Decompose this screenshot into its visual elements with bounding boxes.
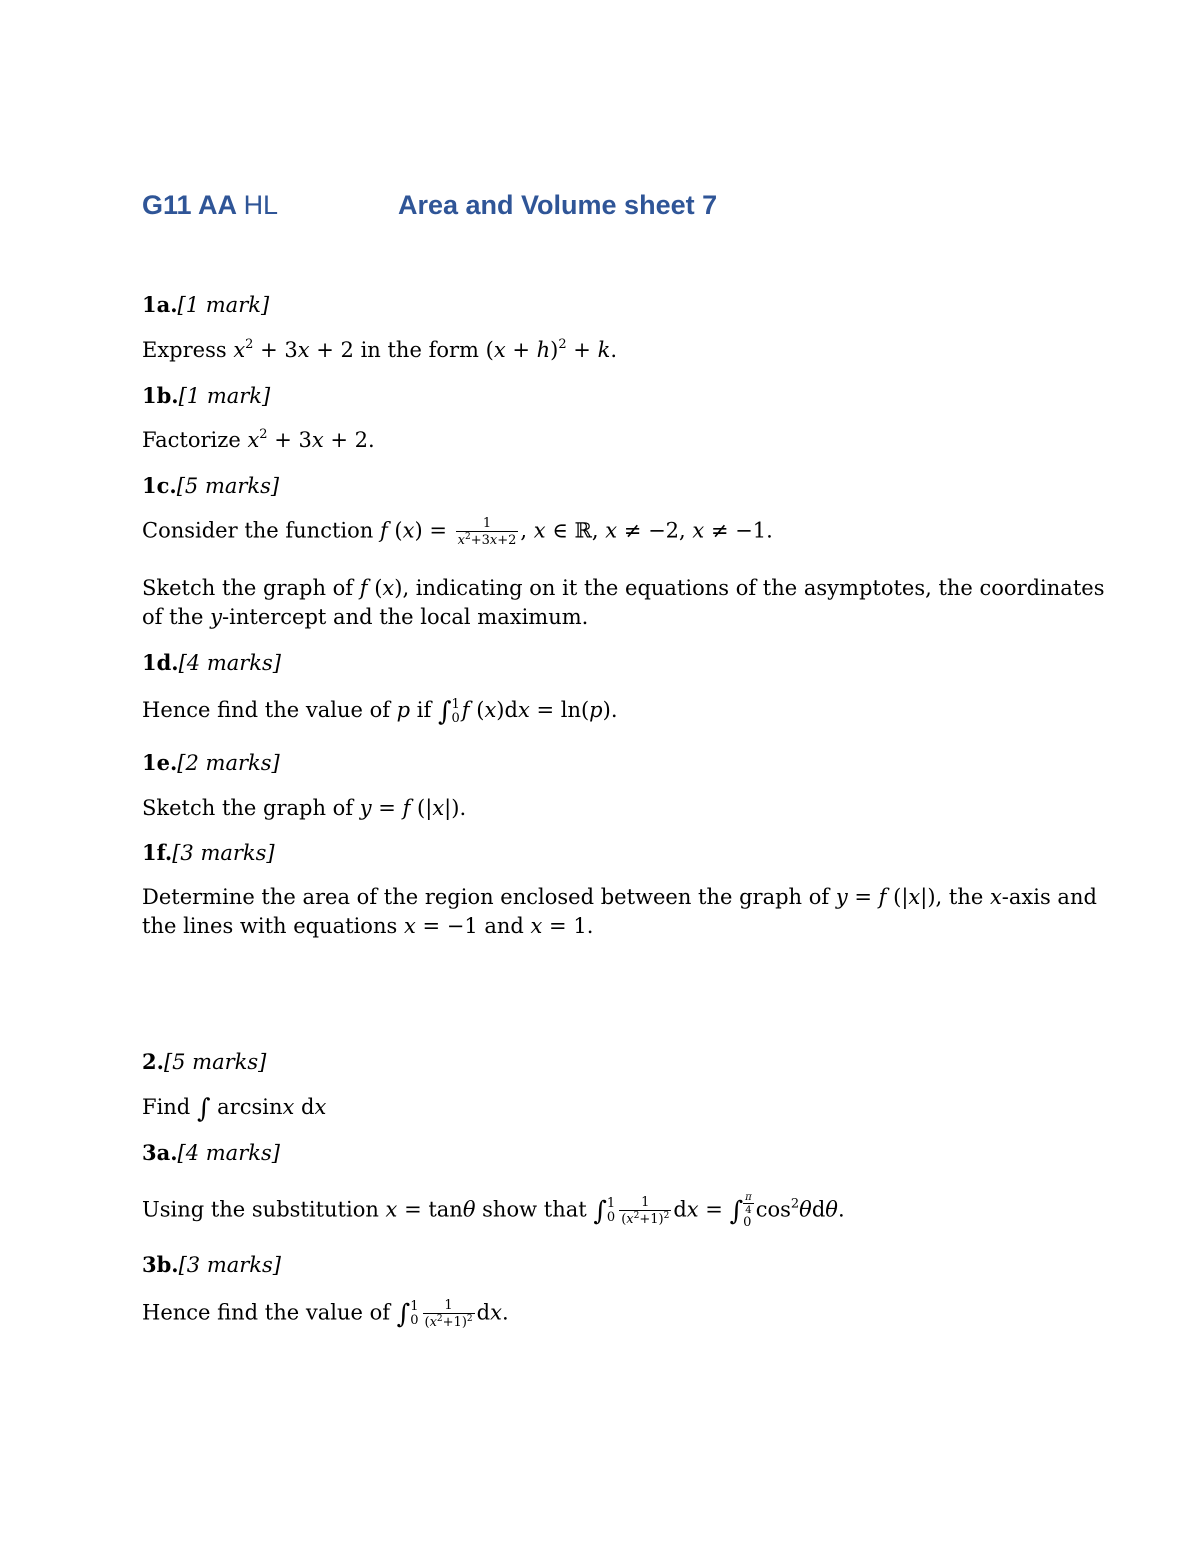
question-1c-label: 1c.[5 marks]: [142, 473, 280, 498]
question-3b-label: 3b.[3 marks]: [142, 1252, 282, 1277]
question-2-text: Find ∫ arcsinx dx: [142, 1094, 327, 1124]
question-1d-label: 1d.[4 marks]: [142, 650, 282, 675]
question-1c-instruction: Sketch the graph of f (x), indicating on it the equations of the asymptotes, the coordinates of the y-intercept and the local maximum.: [142, 576, 1105, 629]
question-1d-text: Hence find the value of p if ∫ 1 0 f (x)dx = ln(p).: [142, 696, 618, 727]
question-3a-text: Using the substitution x = tanθ show that ∫ 1 0 $\frac{1}{(x^2+1)^2}$ dx = ∫ π 4 0 $\cos^2\theta d\theta$.: [142, 1192, 845, 1230]
question-3b-text: Hence find the value of ∫ 1 0 $\frac{1}{(x^2+1)^2}$ dx.: [142, 1298, 509, 1330]
question-1f-text: Determine the area of the region enclosed between the graph of y = f (|x|), the x-axis and the lines with equations x = −1 and x = 1.: [142, 885, 1097, 938]
question-2-label: 2.[5 marks]: [142, 1049, 267, 1074]
question-1e-text: Sketch the graph of y = f (|x|).: [142, 796, 467, 820]
question-1c-text: Consider the function f (x) = $\frac{1}{x^2+3x+2}$ , x ∈ ℝ, x ≠ −2, x ≠ −1.: [142, 516, 773, 548]
worksheet-title: Area and Volume sheet 7: [398, 190, 718, 220]
question-1a-label: 1a.[1 mark]: [142, 292, 270, 317]
question-1e-label: 1e.[2 marks]: [142, 750, 280, 775]
question-1a-text: Express $x^2 + 3x + 2$ in the form $(x + h)^2 + k$.: [142, 337, 617, 362]
course-code: G11 AA HL: [142, 190, 279, 220]
question-1b-text: Factorize $x^2 + 3x + 2$.: [142, 427, 375, 452]
question-1f-label: 1f.[3 marks]: [142, 840, 275, 865]
question-1b-label: 1b.[1 mark]: [142, 383, 271, 408]
question-3a-label: 3a.[4 marks]: [142, 1140, 280, 1165]
